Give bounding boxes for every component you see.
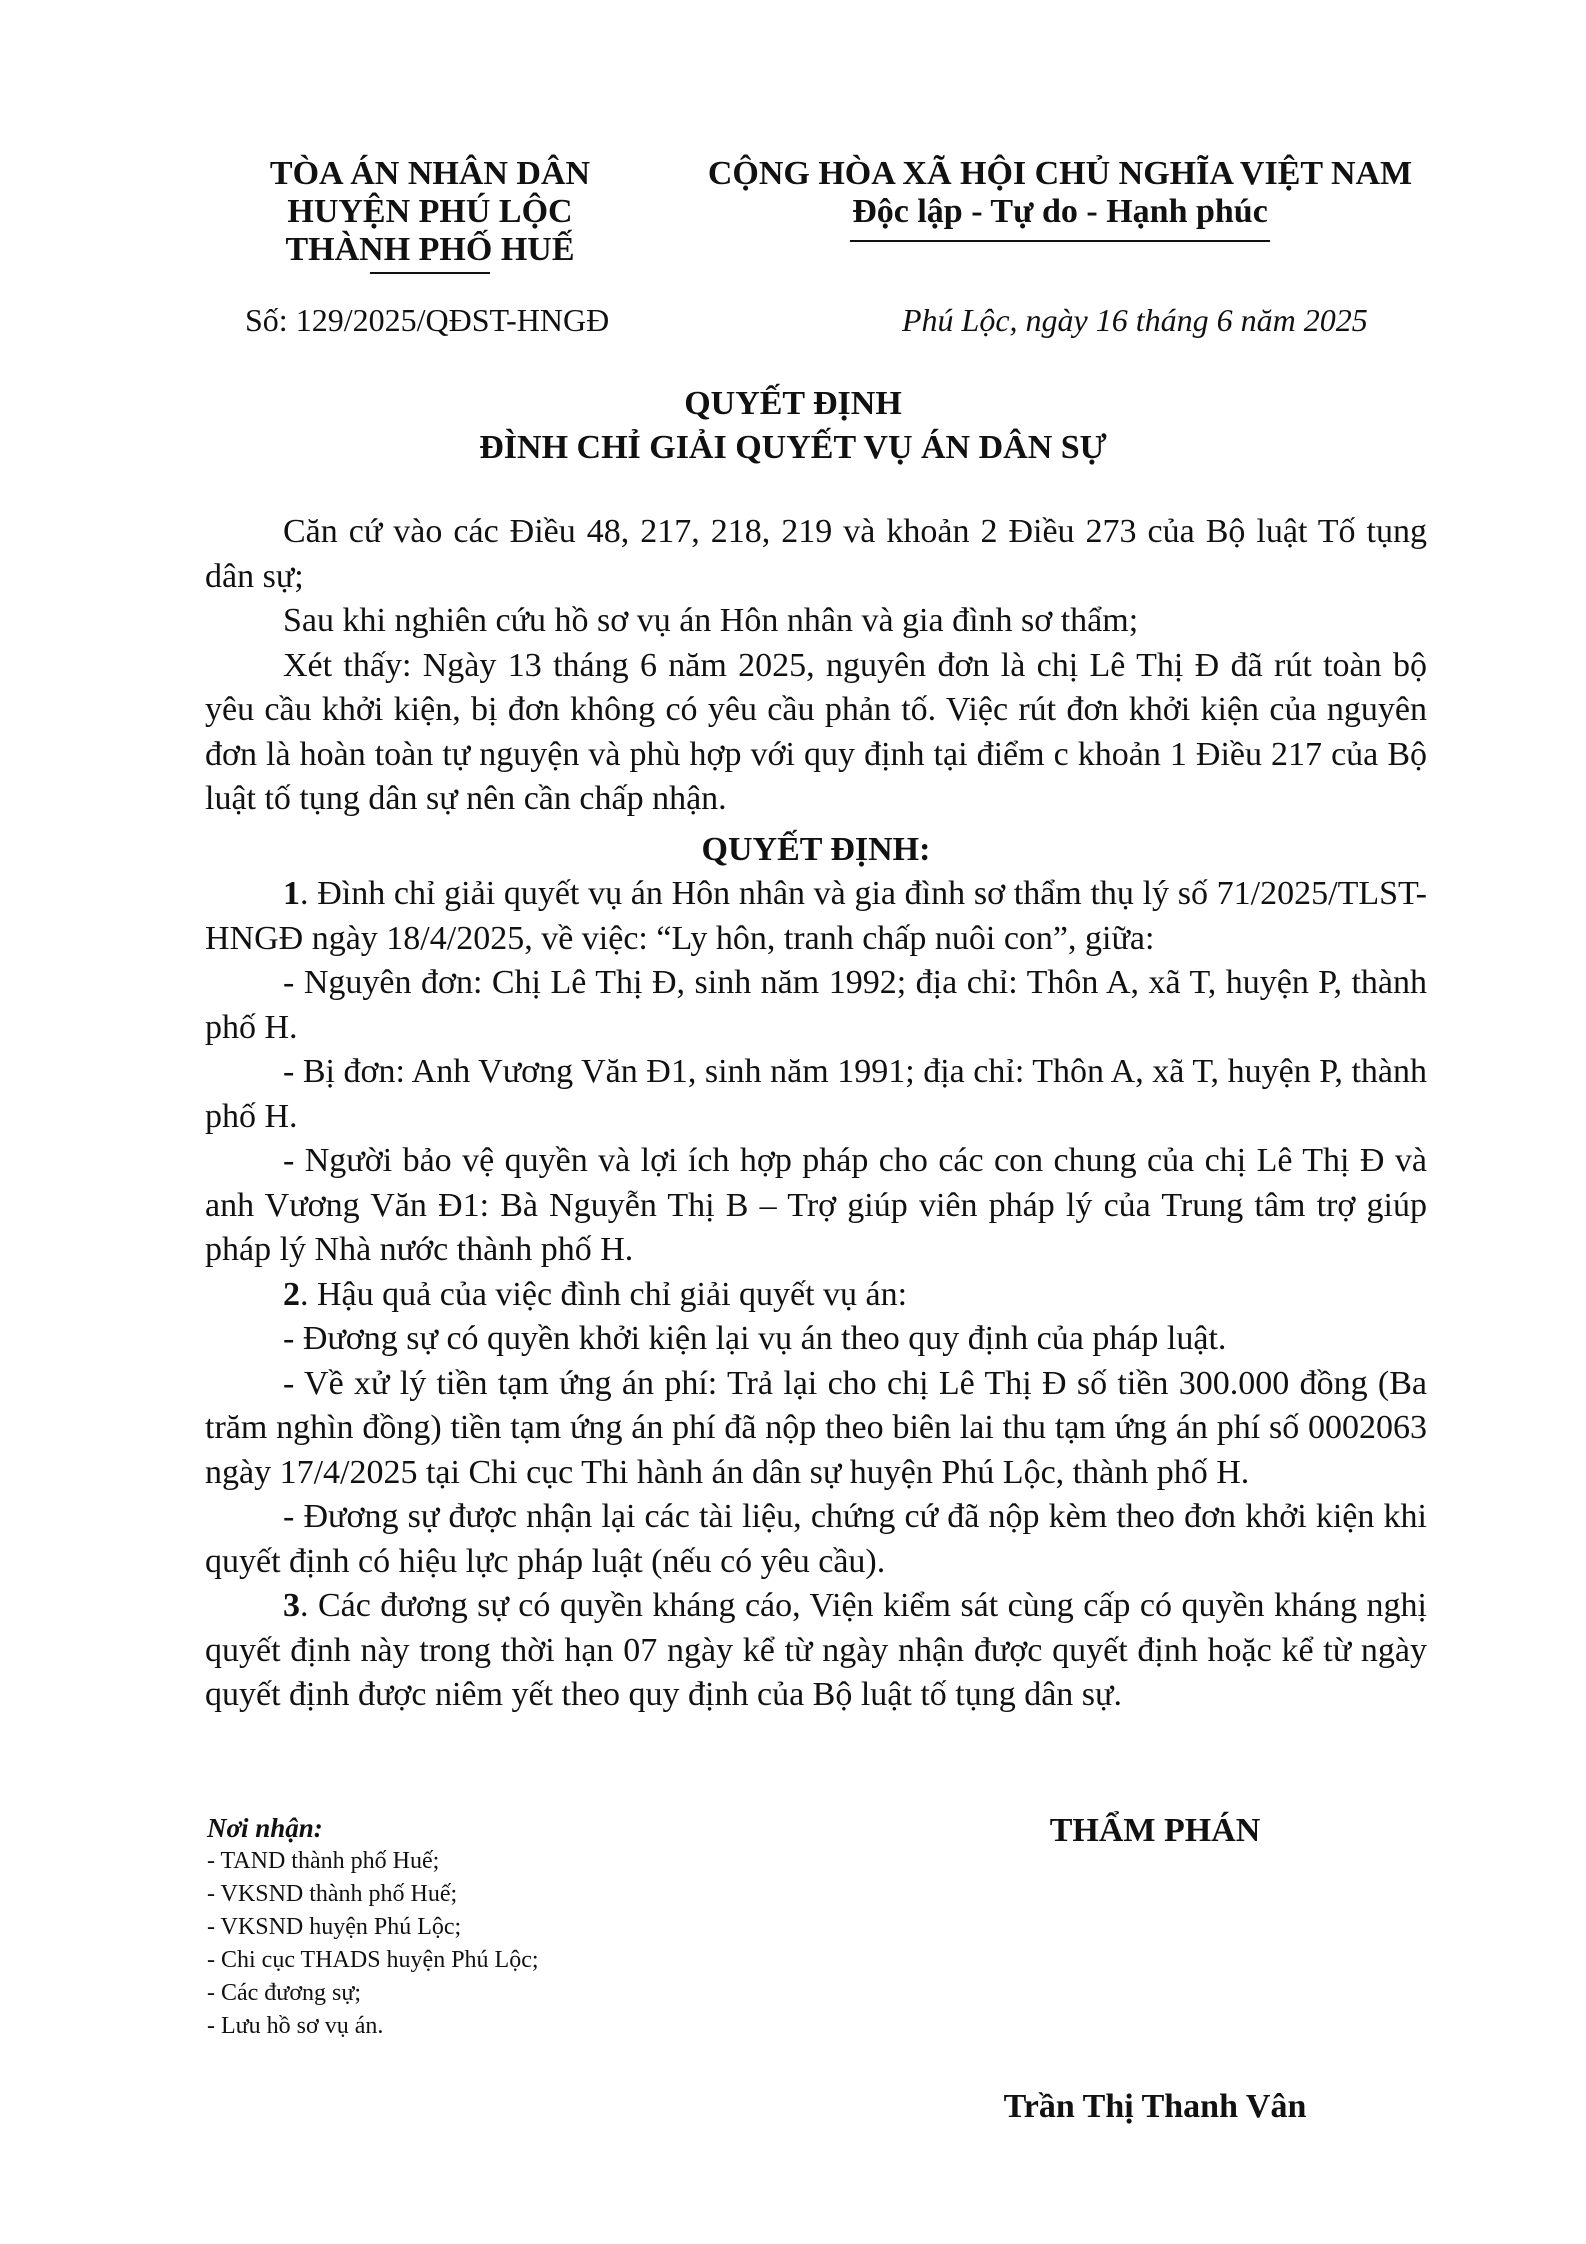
item-2-number: 2 xyxy=(283,1275,300,1313)
document-title: QUYẾT ĐỊNH xyxy=(684,385,902,422)
item-1-text: . Đình chỉ giải quyết vụ án Hôn nhân và gia đình sơ thẩm thụ lý số 71/2025/TLST-HNGĐ ngày 18/4/2025, về việc: “Ly hôn, tranh chấp nuôi con”, giữa: xyxy=(205,875,1427,957)
consequence-refile: - Đương sự có quyền khởi kiện lại vụ án theo quy định của pháp luật. xyxy=(283,1320,1227,1357)
consequence-documents: - Đương sự được nhận lại các tài liệu, chứng cứ đã nộp kèm theo đơn khởi kiện khi quyết định có hiệu lực pháp luật (nếu có yêu cầu). xyxy=(205,1498,1427,1580)
decision-item-3 xyxy=(205,1584,1427,1718)
court-line-1: TÒA ÁN NHÂN DÂN xyxy=(269,155,591,192)
document-number: Số: 129/2025/QĐST-HNGĐ xyxy=(245,302,610,338)
judge-title: THẨM PHÁN xyxy=(1049,1812,1261,1849)
decision-item-2 xyxy=(205,1273,1427,1318)
recipients-block xyxy=(207,1812,539,2043)
place-date: Phú Lộc, ngày 16 tháng 6 năm 2025 xyxy=(902,302,1368,338)
recipient-item: - Lưu hồ sơ vụ án. xyxy=(207,2013,384,2039)
consequence-fee-refund: - Về xử lý tiền tạm ứng án phí: Trả lại cho chị Lê Thị Đ số tiền 300.000 đồng (Ba trăm nghìn đồng) tiền tạm ứng án phí đã nộp theo biên lai thu tạm ứng án phí số 0002063 ngày 17/4/2025 tại Chi cục Thi hành án dân sự huyện Phú Lộc, thành phố H. xyxy=(205,1364,1427,1491)
court-header xyxy=(240,155,620,269)
court-line-2: HUYỆN PHÚ LỘC xyxy=(287,193,573,230)
review-statement: Sau khi nghiên cứu hồ sơ vụ án Hôn nhân và gia đình sơ thẩm; xyxy=(283,602,1139,639)
judge-name: Trần Thị Thanh Vân xyxy=(1003,2088,1307,2125)
legal-basis: Căn cứ vào các Điều 48, 217, 218, 219 và khoản 2 Điều 273 của Bộ luật Tố tụng dân sự; xyxy=(205,513,1427,595)
court-header-underline xyxy=(370,272,490,274)
item-3-number: 3 xyxy=(283,1587,300,1624)
motto-underline xyxy=(850,240,1270,242)
recipient-item: - VKSND thành phố Huế; xyxy=(207,1881,458,1907)
document-subtitle: ĐÌNH CHỈ GIẢI QUYẾT VỤ ÁN DÂN SỰ xyxy=(479,429,1107,466)
document-body xyxy=(205,510,1427,1718)
consideration: Xét thấy: Ngày 13 tháng 6 năm 2025, nguyên đơn là chị Lê Thị Đ đã rút toàn bộ yêu cầu khởi kiện, bị đơn không có yêu cầu phản tố. Việc rút đơn khởi kiện của nguyên đơn là hoàn toàn tự nguyện và phù hợp với quy định tại điểm c khoản 1 Điều 217 của Bộ luật tố tụng dân sự nên cần chấp nhận. xyxy=(205,646,1427,817)
legal-protector: - Người bảo vệ quyền và lợi ích hợp pháp cho các con chung của chị Lê Thị Đ và anh Vương Văn Đ1: Bà Nguyễn Thị B – Trợ giúp viên pháp lý của Trung tâm trợ giúp pháp lý Nhà nước thành phố H. xyxy=(205,1142,1427,1268)
decision-item-1 xyxy=(205,872,1427,961)
recipients-heading: Nơi nhận: xyxy=(207,1813,323,1843)
court-line-3: THÀNH PHỐ HUẾ xyxy=(285,231,575,268)
nation-motto: Độc lập - Tự do - Hạnh phúc xyxy=(852,193,1268,230)
item-1-number: 1 xyxy=(283,875,300,912)
recipient-item: - VKSND huyện Phú Lộc; xyxy=(207,1914,462,1940)
recipients-list xyxy=(207,1845,539,2043)
plaintiff: - Nguyên đơn: Chị Lê Thị Đ, sinh năm 1992; địa chỉ: Thôn A, xã T, huyện P, thành phố H. xyxy=(205,964,1427,1046)
item-3-text: . Các đương sự có quyền kháng cáo, Viện kiểm sát cùng cấp có quyền kháng nghị quyết định này trong thời hạn 07 ngày kể từ ngày nhận được quyết định hoặc kể từ ngày quyết định được niêm yết theo quy định của Bộ luật tố tụng dân sự. xyxy=(205,1587,1427,1713)
item-2-text: . Hậu quả của việc đình chỉ giải quyết vụ án: xyxy=(300,1275,908,1313)
defendant: - Bị đơn: Anh Vương Văn Đ1, sinh năm 1991; địa chỉ: Thôn A, xã T, huyện P, thành phố H. xyxy=(205,1053,1427,1135)
decision-heading: QUYẾT ĐỊNH: xyxy=(701,830,931,868)
recipient-item: - Các đương sự; xyxy=(207,1980,362,2006)
nation-name: CỘNG HÒA XÃ HỘI CHỦ NGHĨA VIỆT NAM xyxy=(707,155,1413,192)
nation-header xyxy=(680,155,1440,231)
recipient-item: - Chi cục THADS huyện Phú Lộc; xyxy=(207,1947,539,1973)
recipient-item: - TAND thành phố Huế; xyxy=(207,1848,440,1874)
